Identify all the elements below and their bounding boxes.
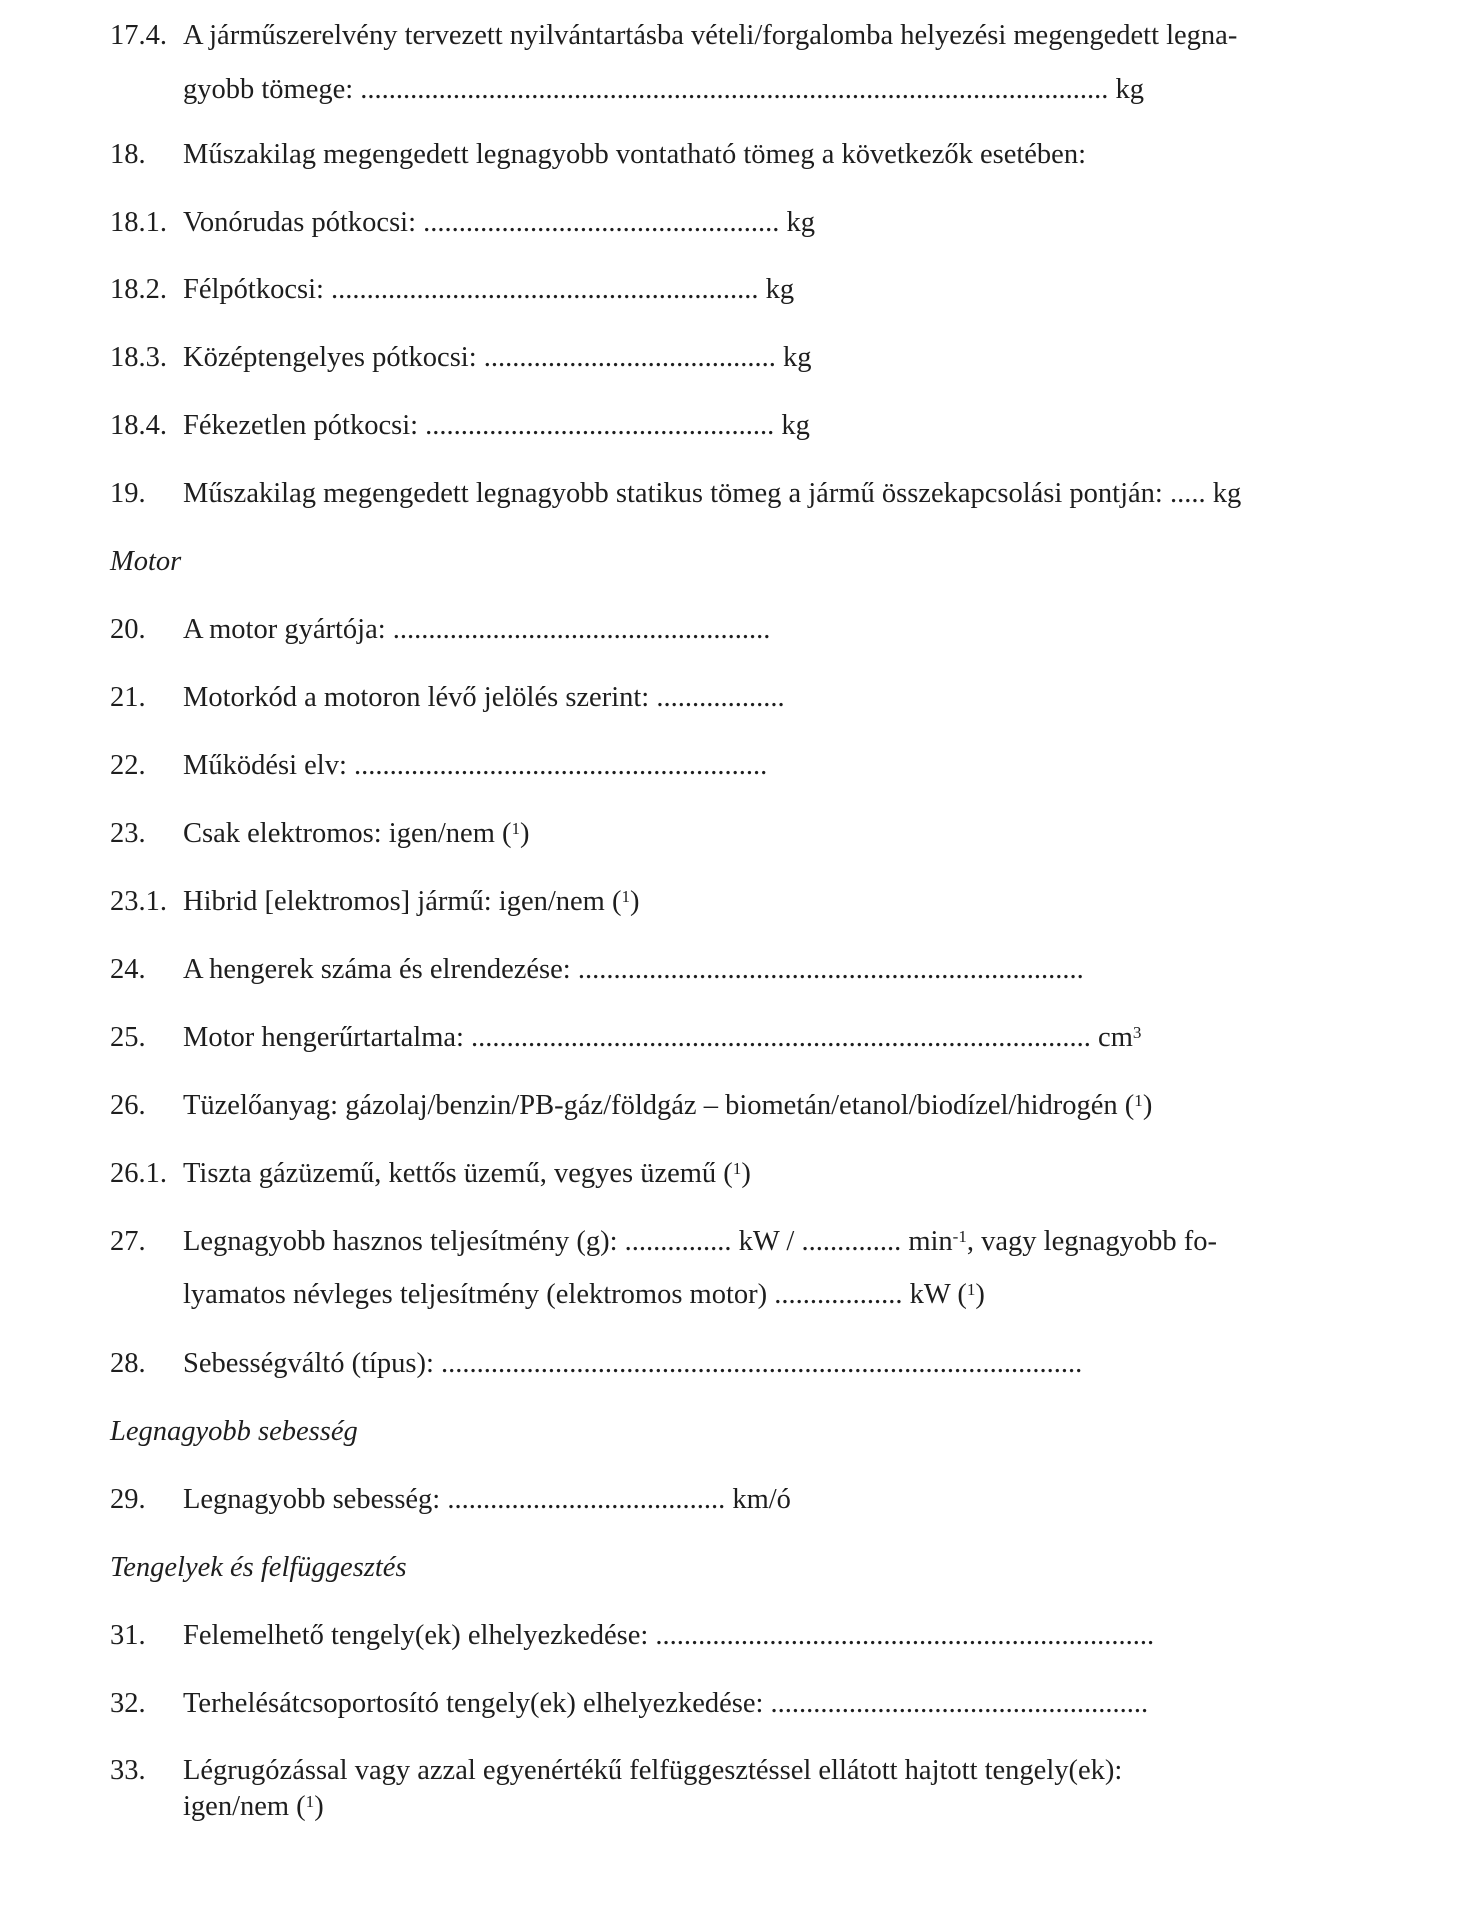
item-27 [110, 1222, 1217, 1262]
item-27-continuation [183, 1275, 985, 1315]
item-number: 32. [110, 1688, 146, 1719]
section-heading-motor: Motor [110, 546, 182, 577]
item-text: Sebességváltó (típus): .......................................................................................... [183, 1348, 1083, 1379]
footnote-ref: 1 [305, 1792, 315, 1812]
item-text: A hengerek száma és elrendezése: ....................................................................... [183, 954, 1084, 985]
item-number: 26.1. [110, 1158, 167, 1189]
item-19 [110, 474, 1241, 514]
item-number: 28. [110, 1348, 146, 1379]
item-25 [110, 1018, 1141, 1058]
footnote-ref: 1 [511, 819, 521, 839]
item-text: Csak elektromos: igen/nem ( [183, 818, 512, 849]
item-number: 19. [110, 478, 146, 509]
item-text: Motor hengerűrtartalma: ....................................................................................... cm [183, 1022, 1133, 1053]
item-28 [110, 1344, 1082, 1384]
item-29 [110, 1480, 791, 1520]
item-number: 17.4. [110, 20, 167, 51]
item-18-3 [110, 338, 812, 378]
item-text: Legnagyobb sebesség: ....................................... km/ó [183, 1484, 791, 1515]
item-number: 23.1. [110, 886, 167, 917]
item-26 [110, 1086, 1152, 1126]
item-number: 18.4. [110, 410, 167, 441]
close-paren: ) [630, 886, 640, 917]
footnote-ref: 1 [1134, 1091, 1143, 1111]
unit-exponent: 3 [1132, 1023, 1142, 1043]
item-text: Felemelhető tengely(ek) elhelyezkedése: ...................................................................... [183, 1620, 1155, 1651]
item-number: 20. [110, 614, 146, 645]
item-18-4 [110, 406, 810, 446]
item-text: Terhelésátcsoportosító tengely(ek) elhelyezkedése: ..................................................... [183, 1688, 1149, 1719]
item-text: Műszakilag megengedett legnagyobb statikus tömeg a jármű összekapcsolási pontján: ..... kg [183, 478, 1242, 509]
item-text: Műszakilag megengedett legnagyobb vontatható tömeg a következők esetében: [183, 139, 1086, 170]
item-18 [110, 135, 1086, 175]
item-32 [110, 1684, 1148, 1724]
item-26-1 [110, 1154, 751, 1194]
item-number: 23. [110, 818, 146, 849]
item-text: Fékezetlen pótkocsi: ................................................. kg [183, 410, 810, 441]
item-number: 18.3. [110, 342, 167, 373]
close-paren: ) [1142, 1090, 1153, 1121]
section-heading-max-speed: Legnagyobb sebesség [110, 1416, 358, 1447]
item-number: 29. [110, 1484, 146, 1515]
item-20 [110, 610, 770, 650]
item-number: 26. [110, 1090, 146, 1121]
close-paren: ) [314, 1791, 324, 1822]
item-text: Hibrid [elektromos] jármű: igen/nem ( [183, 886, 622, 917]
item-text: Vonórudas pótkocsi: .................................................. kg [183, 207, 816, 238]
item-text-tail: , vagy legnagyobb fo- [966, 1226, 1218, 1257]
item-text: A járműszerelvény tervezett nyilvántartásba vételi/forgalomba helyezési megengedett legna- [183, 20, 1238, 51]
item-number: 21. [110, 682, 146, 713]
item-number: 18.1. [110, 207, 167, 238]
item-17-4 [110, 16, 1237, 56]
item-number: 31. [110, 1620, 146, 1651]
item-21 [110, 678, 785, 718]
item-22 [110, 746, 767, 786]
close-paren: ) [975, 1279, 985, 1310]
item-number: 25. [110, 1022, 146, 1053]
item-text: A motor gyártója: ..................................................... [183, 614, 771, 645]
item-33-continuation [183, 1787, 324, 1827]
close-paren: ) [741, 1158, 751, 1189]
footnote-ref: 1 [621, 887, 631, 907]
item-23-1 [110, 882, 640, 922]
footnote-ref: 1 [732, 1159, 742, 1179]
item-number: 27. [110, 1226, 146, 1257]
unit-exponent: -1 [952, 1227, 967, 1247]
item-number: 18.2. [110, 274, 167, 305]
item-text: Tüzelőanyag: gázolaj/benzin/PB-gáz/földgáz – biometán/etanol/biodízel/hidrogén ( [183, 1090, 1135, 1121]
item-text: Középtengelyes pótkocsi: ......................................... kg [183, 342, 812, 373]
item-18-2 [110, 270, 794, 310]
section-heading-axles: Tengelyek és felfüggesztés [110, 1552, 407, 1583]
item-number: 18. [110, 139, 146, 170]
item-text: gyobb tömege: ......................................................................................................... kg [183, 74, 1145, 105]
item-text: Motorkód a motoron lévő jelölés szerint: .................. [183, 682, 785, 713]
item-text: igen/nem ( [183, 1791, 306, 1822]
item-31 [110, 1616, 1154, 1656]
item-33 [110, 1751, 1122, 1791]
close-paren: ) [520, 818, 530, 849]
item-text: lyamatos névleges teljesítmény (elektromos motor) .................. kW ( [183, 1279, 967, 1310]
item-text: Félpótkocsi: ............................................................ kg [183, 274, 795, 305]
item-number: 22. [110, 750, 146, 781]
item-17-4-continuation [183, 70, 1144, 110]
item-24 [110, 950, 1084, 990]
item-text: Légrugózással vagy azzal egyenértékű felfüggesztéssel ellátott hajtott tengely(ek): [183, 1755, 1123, 1786]
item-number: 24. [110, 954, 146, 985]
item-18-1 [110, 203, 815, 243]
item-text: Tiszta gázüzemű, kettős üzemű, vegyes üzemű ( [183, 1158, 733, 1189]
item-text: Legnagyobb hasznos teljesítmény (g): ............... kW / .............. min [183, 1226, 953, 1257]
item-text: Működési elv: .......................................................... [183, 750, 768, 781]
item-number: 33. [110, 1755, 146, 1786]
footnote-ref: 1 [966, 1280, 976, 1300]
item-23 [110, 814, 530, 854]
